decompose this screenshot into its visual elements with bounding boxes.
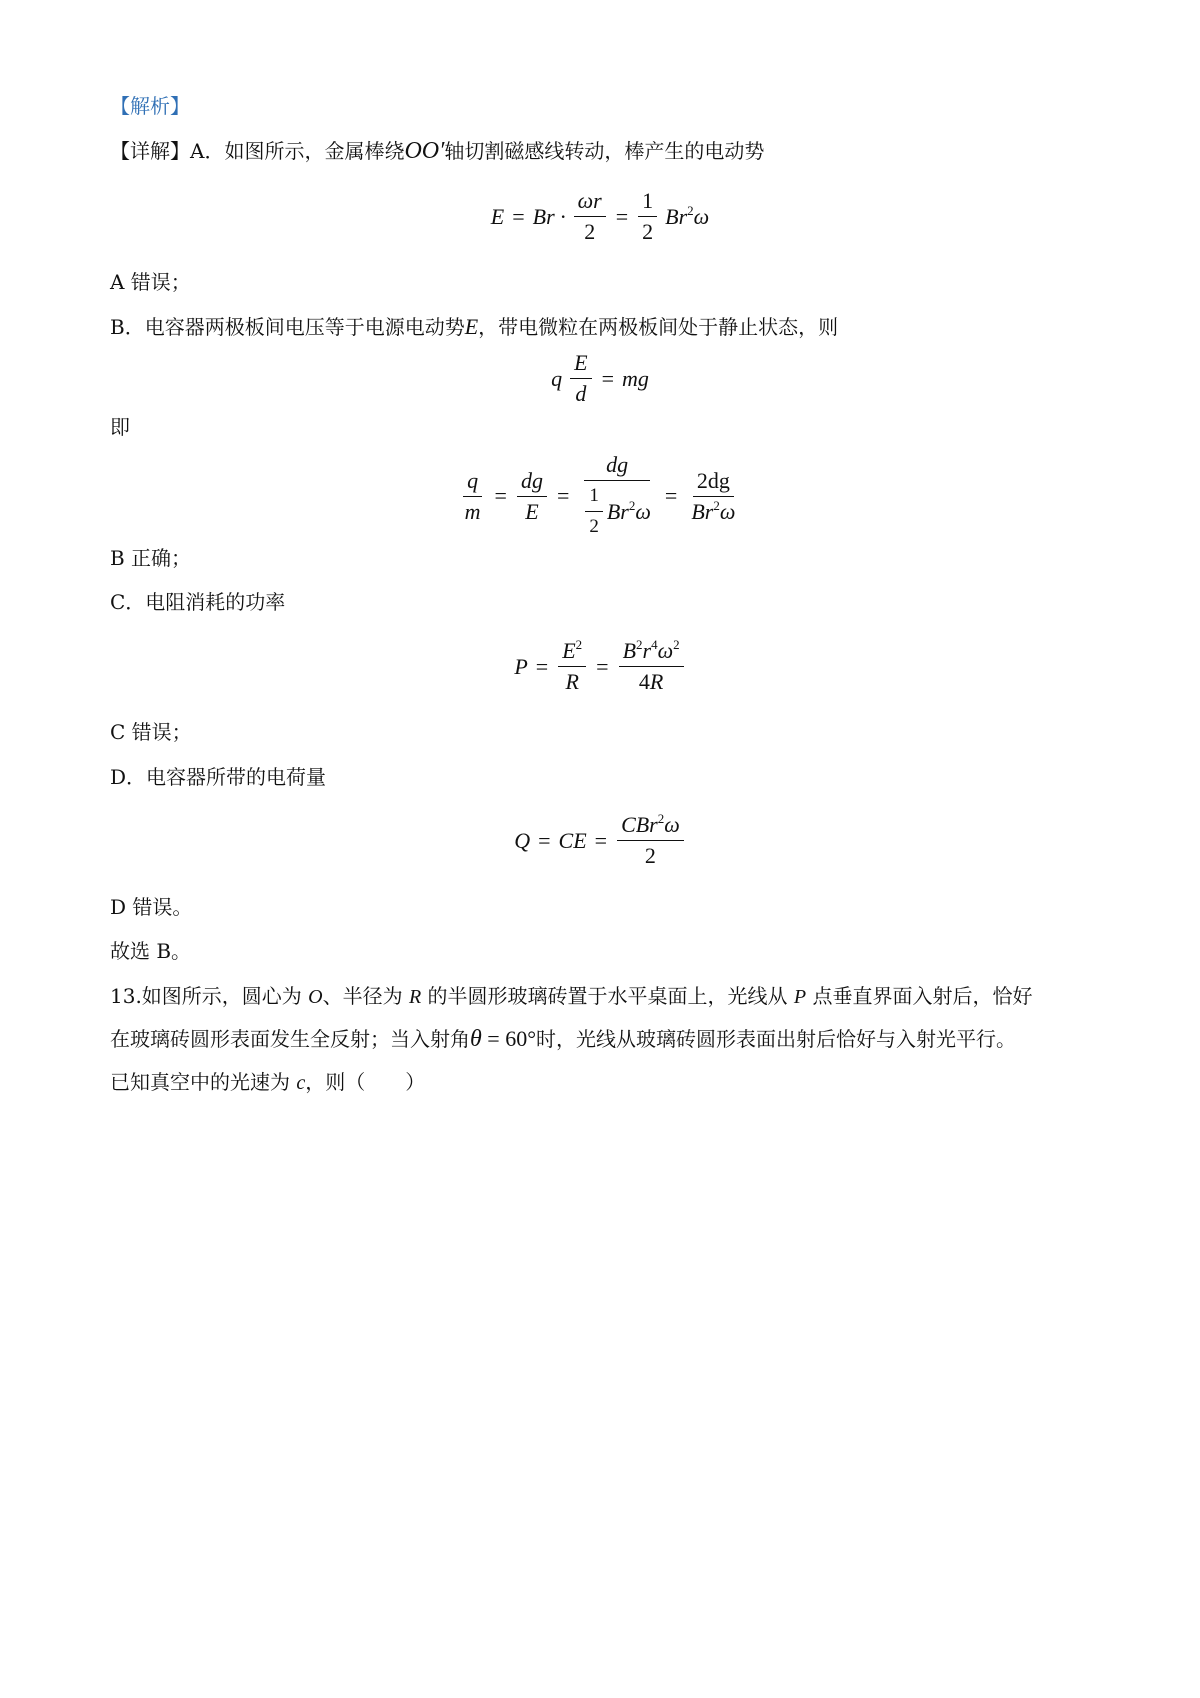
eq3-fraction-3: dg $\frac{1}{2}$ Br$^2$ω [579,452,655,540]
detail-option-a [110,137,764,165]
axis-symbol: OO′ [404,138,445,164]
eq4-fraction-1: $\frac{E^2}{R}$ [558,638,586,695]
question-13-line-3: 已知真空中的光速为 c，则（ ） [110,1070,426,1094]
equation-charge-mass: $\frac{q}{m}$ = $\frac{dg}{E}$ = dg $\frac{1}{2}$ Br$^2$ω = $\frac{2dg}{Br^2\omega}$ [0,452,1200,540]
option-b-text-1: B．电容器两极板间电压等于电源电动势 [110,315,465,339]
option-a-text-1: A．如图所示，金属棒绕 [190,139,405,163]
eq5-fraction: $\frac{CBr^2\omega}{2}$ [617,812,684,869]
option-b-var: E [464,314,479,339]
equation-balance: q $\frac{E}{d}$ = mg [551,350,649,406]
eq3-fraction-4: $\frac{2dg}{Br^2\omega}$ [691,467,736,524]
eq1-fraction-1: $\frac{\omega r}{2}$ [574,188,606,245]
eq1-lhs: E [490,203,505,229]
ji-text: 即 [110,415,130,439]
eq1-term: Br · [532,203,566,229]
equation-emf: E = Br · $\frac{\omega r}{2}$ = $\frac{1}{2}$ Br$^2$ω [490,188,710,244]
analysis-heading: 【解析】 [110,94,190,118]
equation-charge: Q = CE = $\frac{CBr^2\omega}{2}$ [0,812,1200,869]
option-c-result: C 错误； [110,720,192,744]
eq2-fraction: $\frac{E}{d}$ [570,350,591,407]
option-a-text-2: 轴切割磁感线转动，棒产生的电动势 [444,139,765,163]
option-c-text: C．电阻消耗的功率 [110,590,286,614]
option-b-result: B 正确； [110,546,192,570]
eq3-fraction-2: $\frac{dg}{E}$ [517,468,547,525]
question-13-line-1: 13.如图所示，圆心为 O、半径为 R 的半圆形玻璃砖置于水平桌面上，光线从 P 点垂直界面入射后，恰好 [110,984,1033,1008]
eq3-fraction-1: $\frac{q}{m}$ [464,467,481,524]
equation-power: P = $\frac{E^2}{R}$ = $\frac{B^2r^4\omega^2}{4R}$ [0,638,1200,695]
option-a-result: A 错误； [110,270,191,294]
option-d-text: D．电容器所带的电荷量 [110,765,327,789]
eq4-fraction-2: $\frac{B^2r^4\omega^2}{4R}$ [619,638,684,695]
option-b-text [110,313,838,341]
option-d-result: D 错误。 [110,895,193,919]
eq1-fraction-2: $\frac{1}{2}$ [638,188,657,245]
question-13-line-2: 在玻璃砖圆形表面发生全反射；当入射角θ = 60°时，光线从玻璃砖圆形表面出射后恰好与入射光平行。 [110,1026,1017,1052]
detail-label: 【详解】 [110,139,190,163]
final-choice: 故选 B。 [110,939,192,963]
option-b-text-2: ，带电微粒在两极板间处于静止状态，则 [478,315,839,339]
